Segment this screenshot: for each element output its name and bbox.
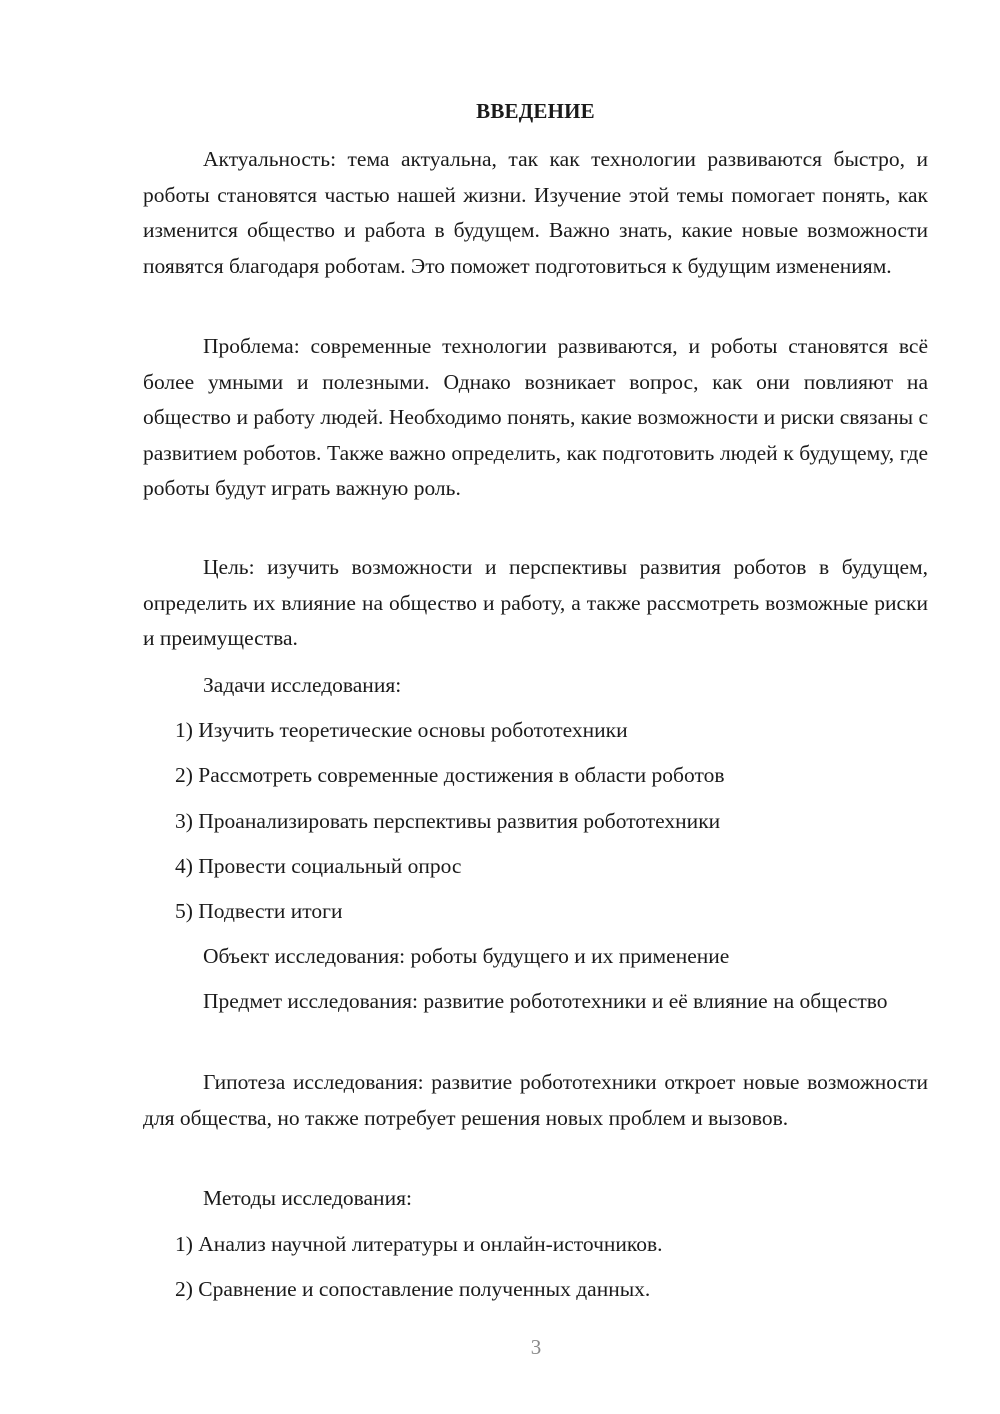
task-item-2: 2) Рассмотреть современные достижения в области роботов	[175, 763, 725, 787]
page-title: ВВЕДЕНИЕ	[476, 99, 595, 123]
task-item-4: 4) Провести социальный опрос	[175, 854, 462, 878]
object-line: Объект исследования: роботы будущего и их применение	[203, 944, 730, 968]
relevance-paragraph: Актуальность: тема актуальна, так как технологии развиваются быстро, и роботы становятся частью нашей жизни. Изучение этой темы помогает понять, как изменится общество и работа в будущем. Важно знать, какие новые возможности появятся благодаря роботам. Это поможет подготовиться к будущим изменениям.	[143, 147, 928, 278]
method-item-2: 2) Сравнение и сопоставление полученных данных.	[175, 1277, 651, 1301]
page-number: 3	[530, 1335, 542, 1359]
problem-paragraph: Проблема: современные технологии развиваются, и роботы становятся всё более умными и полезными. Однако возникает вопрос, как они повлияют на общество и работу людей. Необходимо понять, какие возможности и риски связаны с развитием роботов. Также важно определить, как подготовить людей к будущему, где роботы будут играть важную роль.	[143, 334, 928, 500]
goal-paragraph: Цель: изучить возможности и перспективы развития роботов в будущем, определить их влияние на общество и работу, а также рассмотреть возможные риски и преимущества.	[143, 555, 928, 650]
hypothesis-paragraph: Гипотеза исследования: развитие робототехники откроет новые возможности для общества, но также потребует решения новых проблем и вызовов.	[143, 1070, 928, 1130]
task-item-3: 3) Проанализировать перспективы развития робототехники	[175, 809, 721, 833]
subject-paragraph: Предмет исследования: развитие робототехники и её влияние на общество	[203, 989, 888, 1013]
task-item-5: 5) Подвести итоги	[175, 899, 343, 923]
task-item-1: 1) Изучить теоретические основы робототехники	[175, 718, 628, 742]
tasks-heading: Задачи исследования:	[203, 673, 402, 697]
method-item-1: 1) Анализ научной литературы и онлайн-источников.	[175, 1232, 663, 1256]
methods-heading: Методы исследования:	[203, 1186, 412, 1210]
